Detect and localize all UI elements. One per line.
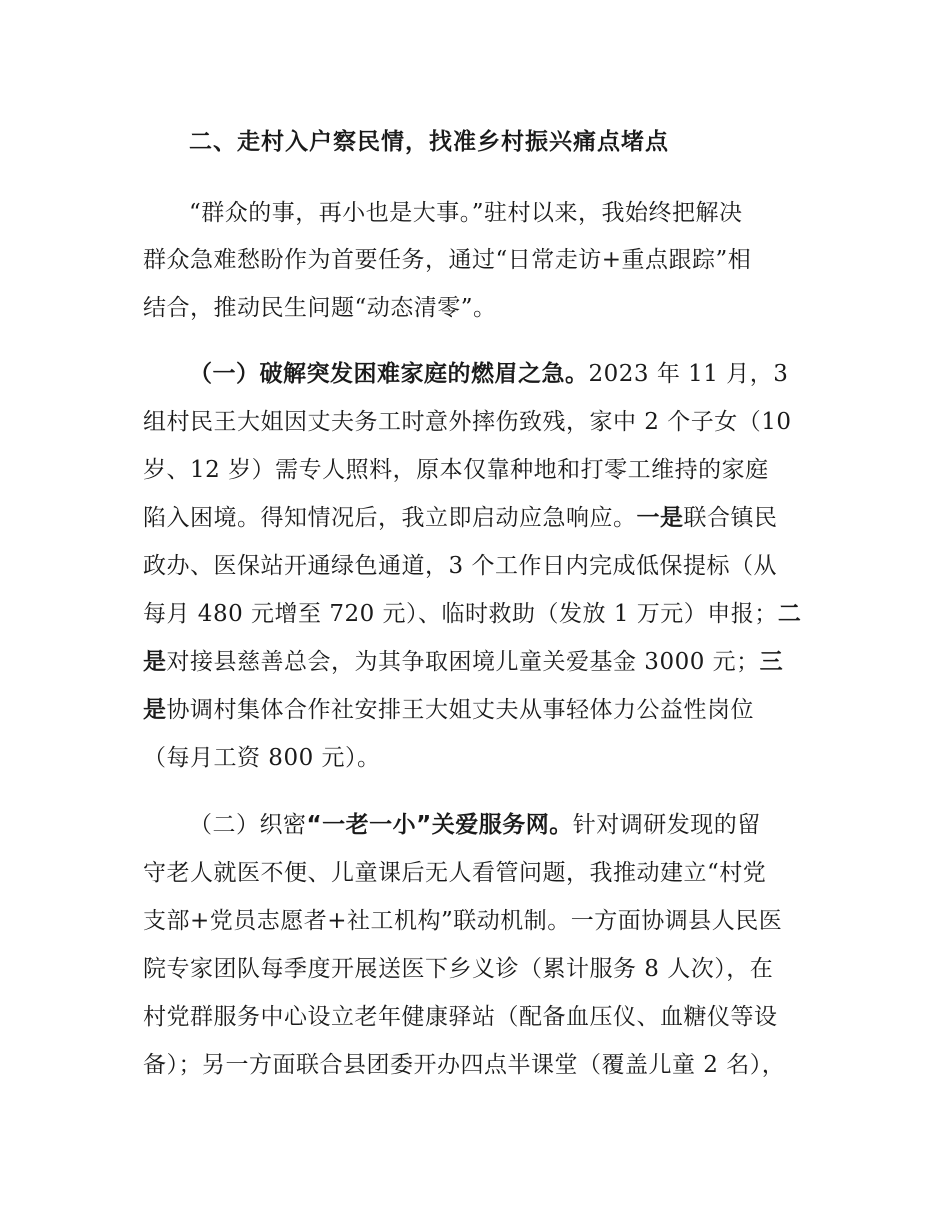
item2-line-3: 支部+党员志愿者+社工机构”联动机制。一方面协调县人民医 — [143, 908, 783, 934]
intro-line-2: 群众急难愁盼作为首要任务，通过“日常走访+重点跟踪”相 — [143, 247, 752, 273]
item1-second-marker-b: 是 — [143, 649, 167, 675]
item1-l8-text: 协调村集体合作社安排王大姐丈夫从事轻体力公益性岗位 — [166, 697, 754, 723]
item1-second-marker-a: 二 — [777, 601, 802, 627]
item1-line-4 — [143, 503, 778, 533]
item1-line-7 — [143, 647, 783, 677]
item2-title-prefix: （二）织密 — [189, 812, 307, 838]
item2-l1-text: 针对调研发现的留 — [572, 812, 761, 838]
item2-title: “一老一小”关爱服务网。 — [306, 812, 573, 838]
item1-line-6 — [143, 599, 801, 629]
item1-title: （一）破解突发困难家庭的燃眉之急。 — [189, 361, 589, 387]
item2-line-2: 守老人就医不便、儿童课后无人看管问题，我推动建立“村党 — [143, 860, 767, 886]
item1-date-text: 2023 年 11 月，3 — [588, 361, 789, 387]
item2-line-1 — [189, 810, 761, 840]
item1-line-5: 政办、医保站开通绿色通道，3 个工作日内完成低保提标（从 — [143, 553, 777, 579]
item1-third-marker-b: 是 — [143, 697, 167, 723]
item1-line-8 — [143, 695, 754, 725]
item1-line-9: （每月工资 800 元）。 — [143, 745, 381, 771]
item2-line-5: 村党群服务中心设立老年健康驿站（配备血压仪、血糖仪等设 — [143, 1004, 778, 1030]
item1-l4-text: 陷入困境。得知情况后，我立即启动应急响应。 — [143, 505, 637, 531]
item2-line-6: 备）；另一方面联合县团委开办四点半课堂（覆盖儿童 2 名）， — [143, 1052, 786, 1078]
item1-l4-tail: 联合镇民 — [683, 505, 778, 531]
section-heading: 二、走村入户察民情，找准乡村振兴痛点堵点 — [189, 129, 669, 155]
intro-line-1: “群众的事，再小也是大事。”驻村以来，我始终把解决 — [189, 200, 743, 226]
item1-line-3: 岁、12 岁）需专人照料，原本仅靠种地和打零工维持的家庭 — [143, 457, 769, 483]
item1-line-1 — [189, 359, 788, 389]
item1-line-2: 组村民王大姐因丈夫务工时意外摔伤致残，家中 2 个子女（10 — [143, 409, 792, 435]
item1-l7-text: 对接县慈善总会，为其争取困境儿童关爱基金 3000 元； — [166, 649, 760, 675]
item1-first-marker: 一是 — [636, 505, 684, 531]
intro-line-3: 结合，推动民生问题“动态清零”。 — [143, 295, 497, 321]
item2-line-4: 院专家团队每季度开展送医下乡义诊（累计服务 8 人次），在 — [143, 956, 774, 982]
item1-third-marker-a: 三 — [759, 649, 784, 675]
item1-l6-text: 每月 480 元增至 720 元）、临时救助（发放 1 万元）申报； — [143, 601, 778, 627]
